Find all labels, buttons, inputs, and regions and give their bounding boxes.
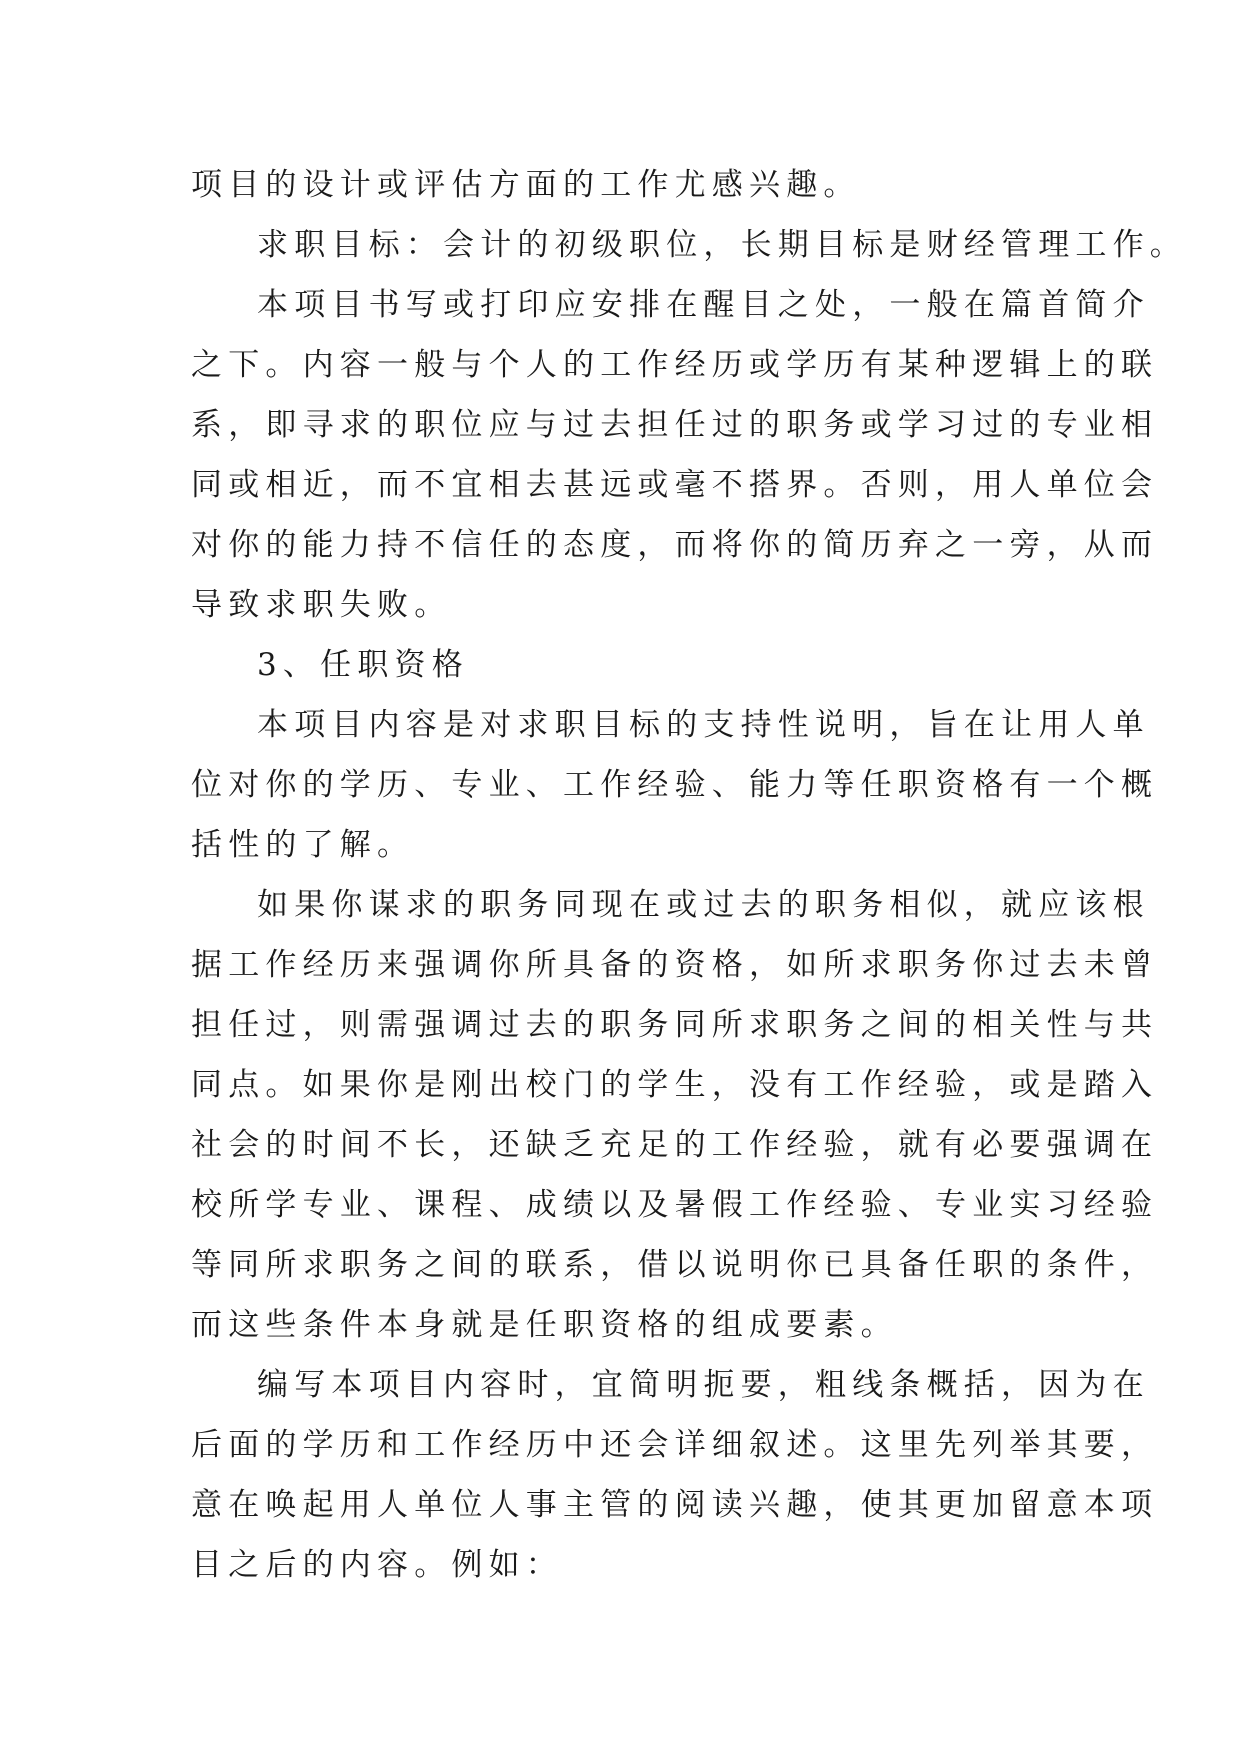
- section-heading: 3、任职资格: [257, 647, 469, 683]
- text-line: 而这些条件本身就是任职资格的组成要素。: [191, 1307, 898, 1343]
- text-line: 本项目书写或打印应安排在醒目之处，一般在篇首简介: [257, 287, 1150, 323]
- text-line: 如果你谋求的职务同现在或过去的职务相似，就应该根: [257, 887, 1150, 923]
- text-line: 之下。内容一般与个人的工作经历或学历有某种逻辑上的联: [191, 347, 1159, 383]
- text-line: 系，即寻求的职位应与过去担任过的职务或学习过的专业相: [191, 407, 1159, 443]
- text-line: 导致求职失败。: [191, 587, 452, 623]
- text-line: 担任过，则需强调过去的职务同所求职务之间的相关性与共: [191, 1007, 1159, 1043]
- text-line: 等同所求职务之间的联系，借以说明你已具备任职的条件，: [191, 1247, 1159, 1283]
- text-line: 括性的了解。: [191, 827, 415, 863]
- text-line: 同点。如果你是刚出校门的学生，没有工作经验，或是踏入: [191, 1067, 1159, 1103]
- text-line: 对你的能力持不信任的态度，而将你的简历弃之一旁，从而: [191, 527, 1159, 563]
- document-body: [191, 155, 1187, 1595]
- text-line: 意在唤起用人单位人事主管的阅读兴趣，使其更加留意本项: [191, 1487, 1159, 1523]
- text-line: 求职目标：会计的初级职位，长期目标是财经管理工作。: [257, 227, 1187, 263]
- text-line: 校所学专业、课程、成绩以及暑假工作经验、专业实习经验: [191, 1187, 1159, 1223]
- text-line: 同或相近，而不宜相去甚远或毫不搭界。否则，用人单位会: [191, 467, 1159, 503]
- text-line: 社会的时间不长，还缺乏充足的工作经验，就有必要强调在: [191, 1127, 1159, 1163]
- text-line: 后面的学历和工作经历中还会详细叙述。这里先列举其要，: [191, 1427, 1159, 1463]
- text-line: 据工作经历来强调你所具备的资格，如所求职务你过去未曾: [191, 947, 1159, 983]
- text-line: 位对你的学历、专业、工作经验、能力等任职资格有一个概: [191, 767, 1159, 803]
- text-line: 本项目内容是对求职目标的支持性说明，旨在让用人单: [257, 707, 1150, 743]
- text-line: 项目的设计或评估方面的工作尤感兴趣。: [191, 167, 861, 203]
- text-line: 编写本项目内容时，宜简明扼要，粗线条概括，因为在: [257, 1367, 1150, 1403]
- text-line: 目之后的内容。例如：: [191, 1547, 563, 1583]
